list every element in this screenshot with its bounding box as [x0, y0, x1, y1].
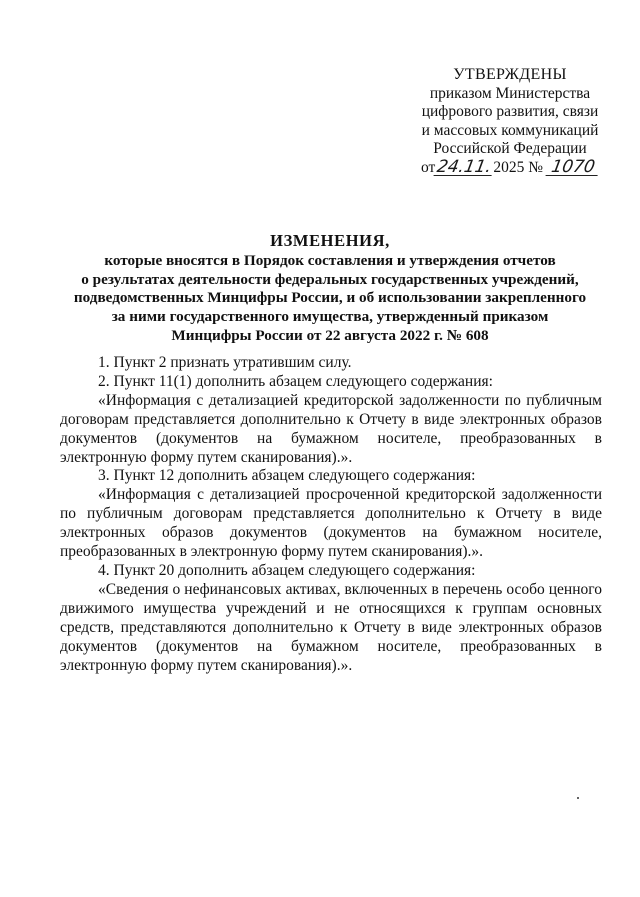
handwritten-order-number: 1070: [545, 159, 600, 176]
approval-block: [400, 66, 620, 178]
paragraph-item-4: 4. Пункт 20 дополнить абзацем следующего содержания:: [98, 561, 476, 579]
heading-line: за ними государственного имущества, утвержденный приказом: [111, 308, 549, 326]
document-body: [60, 354, 602, 675]
document-heading: [60, 232, 600, 346]
heading-main: ИЗМЕНЕНИЯ,: [270, 231, 390, 250]
date-suffix: 2025 №: [493, 158, 544, 176]
approval-date-line: [400, 156, 620, 178]
heading-line: которые вносятся в Порядок составления и утверждения отчетов: [104, 251, 556, 269]
approval-title: УТВЕРЖДЕНЫ: [453, 66, 567, 83]
paragraph-quote-1: «Информация с детализацией кредиторской задолженности по публичным договорам представляется дополнительно к Отчету в виде электронных образов документов (документов на бумажном носителе, преобразованных в электронную форму путем сканирования).».: [60, 391, 602, 466]
approval-line: и массовых коммуникаций: [421, 121, 599, 139]
paragraph-quote-3: «Сведения о нефинансовых активах, включенных в перечень особо ценного движимого имущества учреждений и не относящихся к группам основных средств, представляются дополнительно к Отчету в виде электронных образов документов (документов на бумажном носителе, преобразованных в электронную форму путем сканирования).».: [60, 580, 602, 674]
date-prefix: от: [421, 158, 436, 176]
scan-speck: [577, 797, 579, 799]
paragraph-item-3: 3. Пункт 12 дополнить абзацем следующего содержания:: [98, 467, 476, 485]
heading-line: Минцифры России от 22 августа 2022 г. № 608: [171, 326, 489, 344]
approval-line: приказом Министерства: [429, 84, 591, 102]
approval-line: Российской Федерации: [433, 140, 587, 158]
paragraph-item-1: 1. Пункт 2 признать утратившим силу.: [98, 354, 352, 371]
approval-line: цифрового развития, связи: [421, 103, 599, 121]
paragraph-item-2: 2. Пункт 11(1) дополнить абзацем следующего содержания:: [98, 372, 493, 390]
handwritten-date: 24.11.: [435, 156, 494, 177]
heading-line: подведомственных Минцифры России, и об использовании закрепленного: [73, 289, 587, 307]
paragraph-quote-2: «Информация с детализацией просроченной кредиторской задолженности по публичным договорам представляется дополнительно к Отчету в виде электронных образов документов (документов на бумажном носителе, преобразованных в электронную форму путем сканирования).».: [60, 486, 602, 561]
heading-line: о результатах деятельности федеральных государственных учреждений,: [81, 270, 579, 288]
